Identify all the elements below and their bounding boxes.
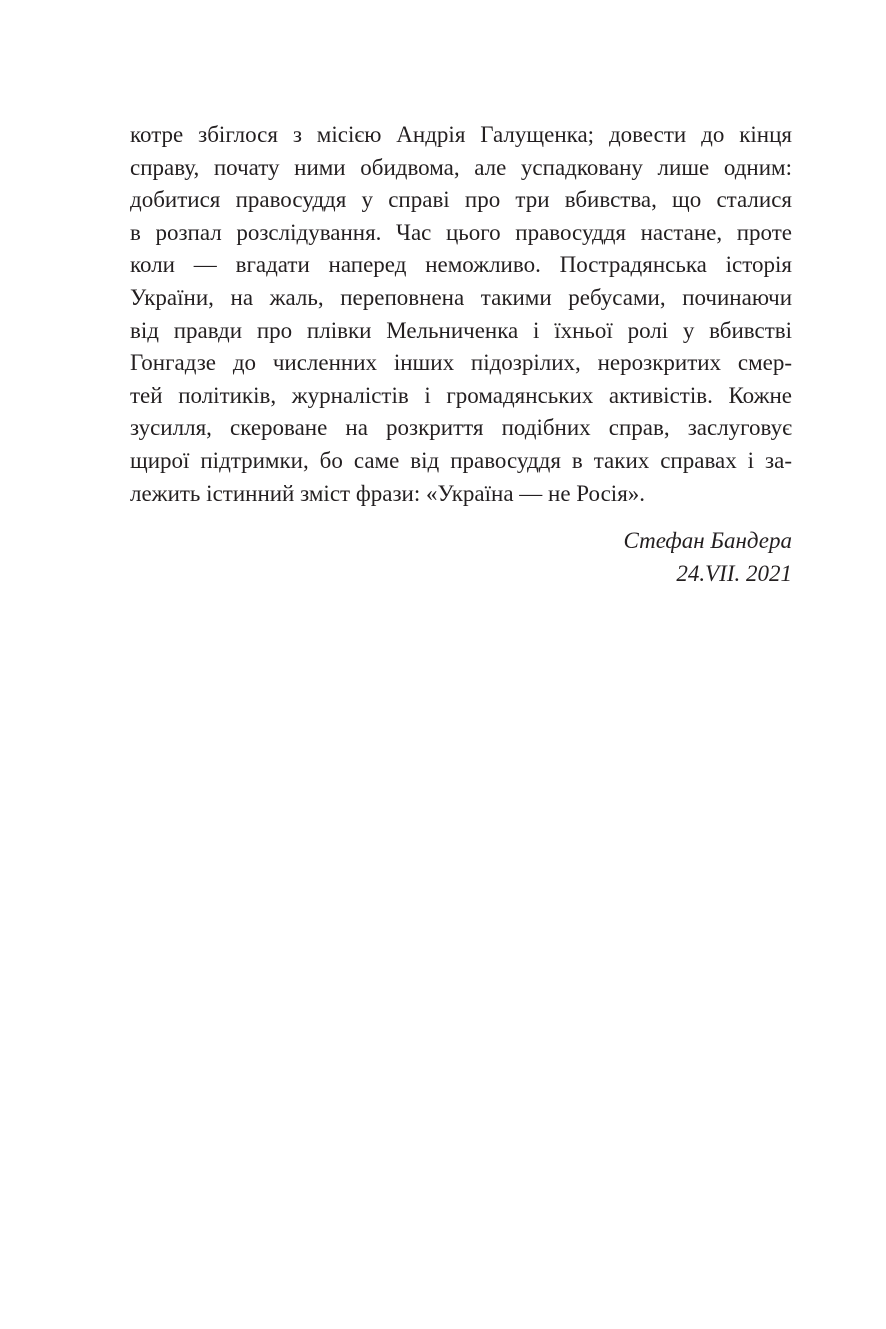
- paragraph-line: зусилля, скероване на розкриття подібних справ, заслуговує: [130, 415, 792, 441]
- signature-date: 24.VII. 2021: [676, 561, 792, 586]
- paragraph-line: щирої підтримки, бо саме від правосуддя в таких справах і за-: [130, 447, 792, 473]
- paragraph-line: справу, почату ними обидвома, але успадковану лише одним:: [130, 154, 792, 180]
- signature-author: Стефан Бандера: [623, 528, 792, 553]
- paragraph-line: тей політиків, журналістів і громадянських активістів. Кожне: [130, 382, 792, 408]
- signature-block: [623, 524, 792, 590]
- paragraph-line: добитися правосуддя у справі про три вбивства, що сталися: [130, 187, 792, 213]
- paragraph-line: лежить істинний зміст фрази: «Україна — не Росія».: [130, 480, 646, 506]
- paragraph-line: від правди про плівки Мельниченка і їхньої ролі у вбивстві: [130, 317, 792, 343]
- paragraph-line: коли — вгадати наперед неможливо. Пострадянська історія: [130, 252, 792, 278]
- paragraph-line: котре збіглося з місією Андрія Галущенка; довести до кінця: [130, 122, 792, 147]
- paragraph-line: України, на жаль, переповнена такими ребусами, починаючи: [130, 284, 792, 310]
- paragraph-line: Гонгадзе до численних інших підозрілих, нерозкритих смер-: [130, 350, 792, 376]
- paragraph-line: в розпал розслідування. Час цього правосуддя настане, проте: [130, 219, 792, 245]
- body-paragraph: [130, 119, 792, 510]
